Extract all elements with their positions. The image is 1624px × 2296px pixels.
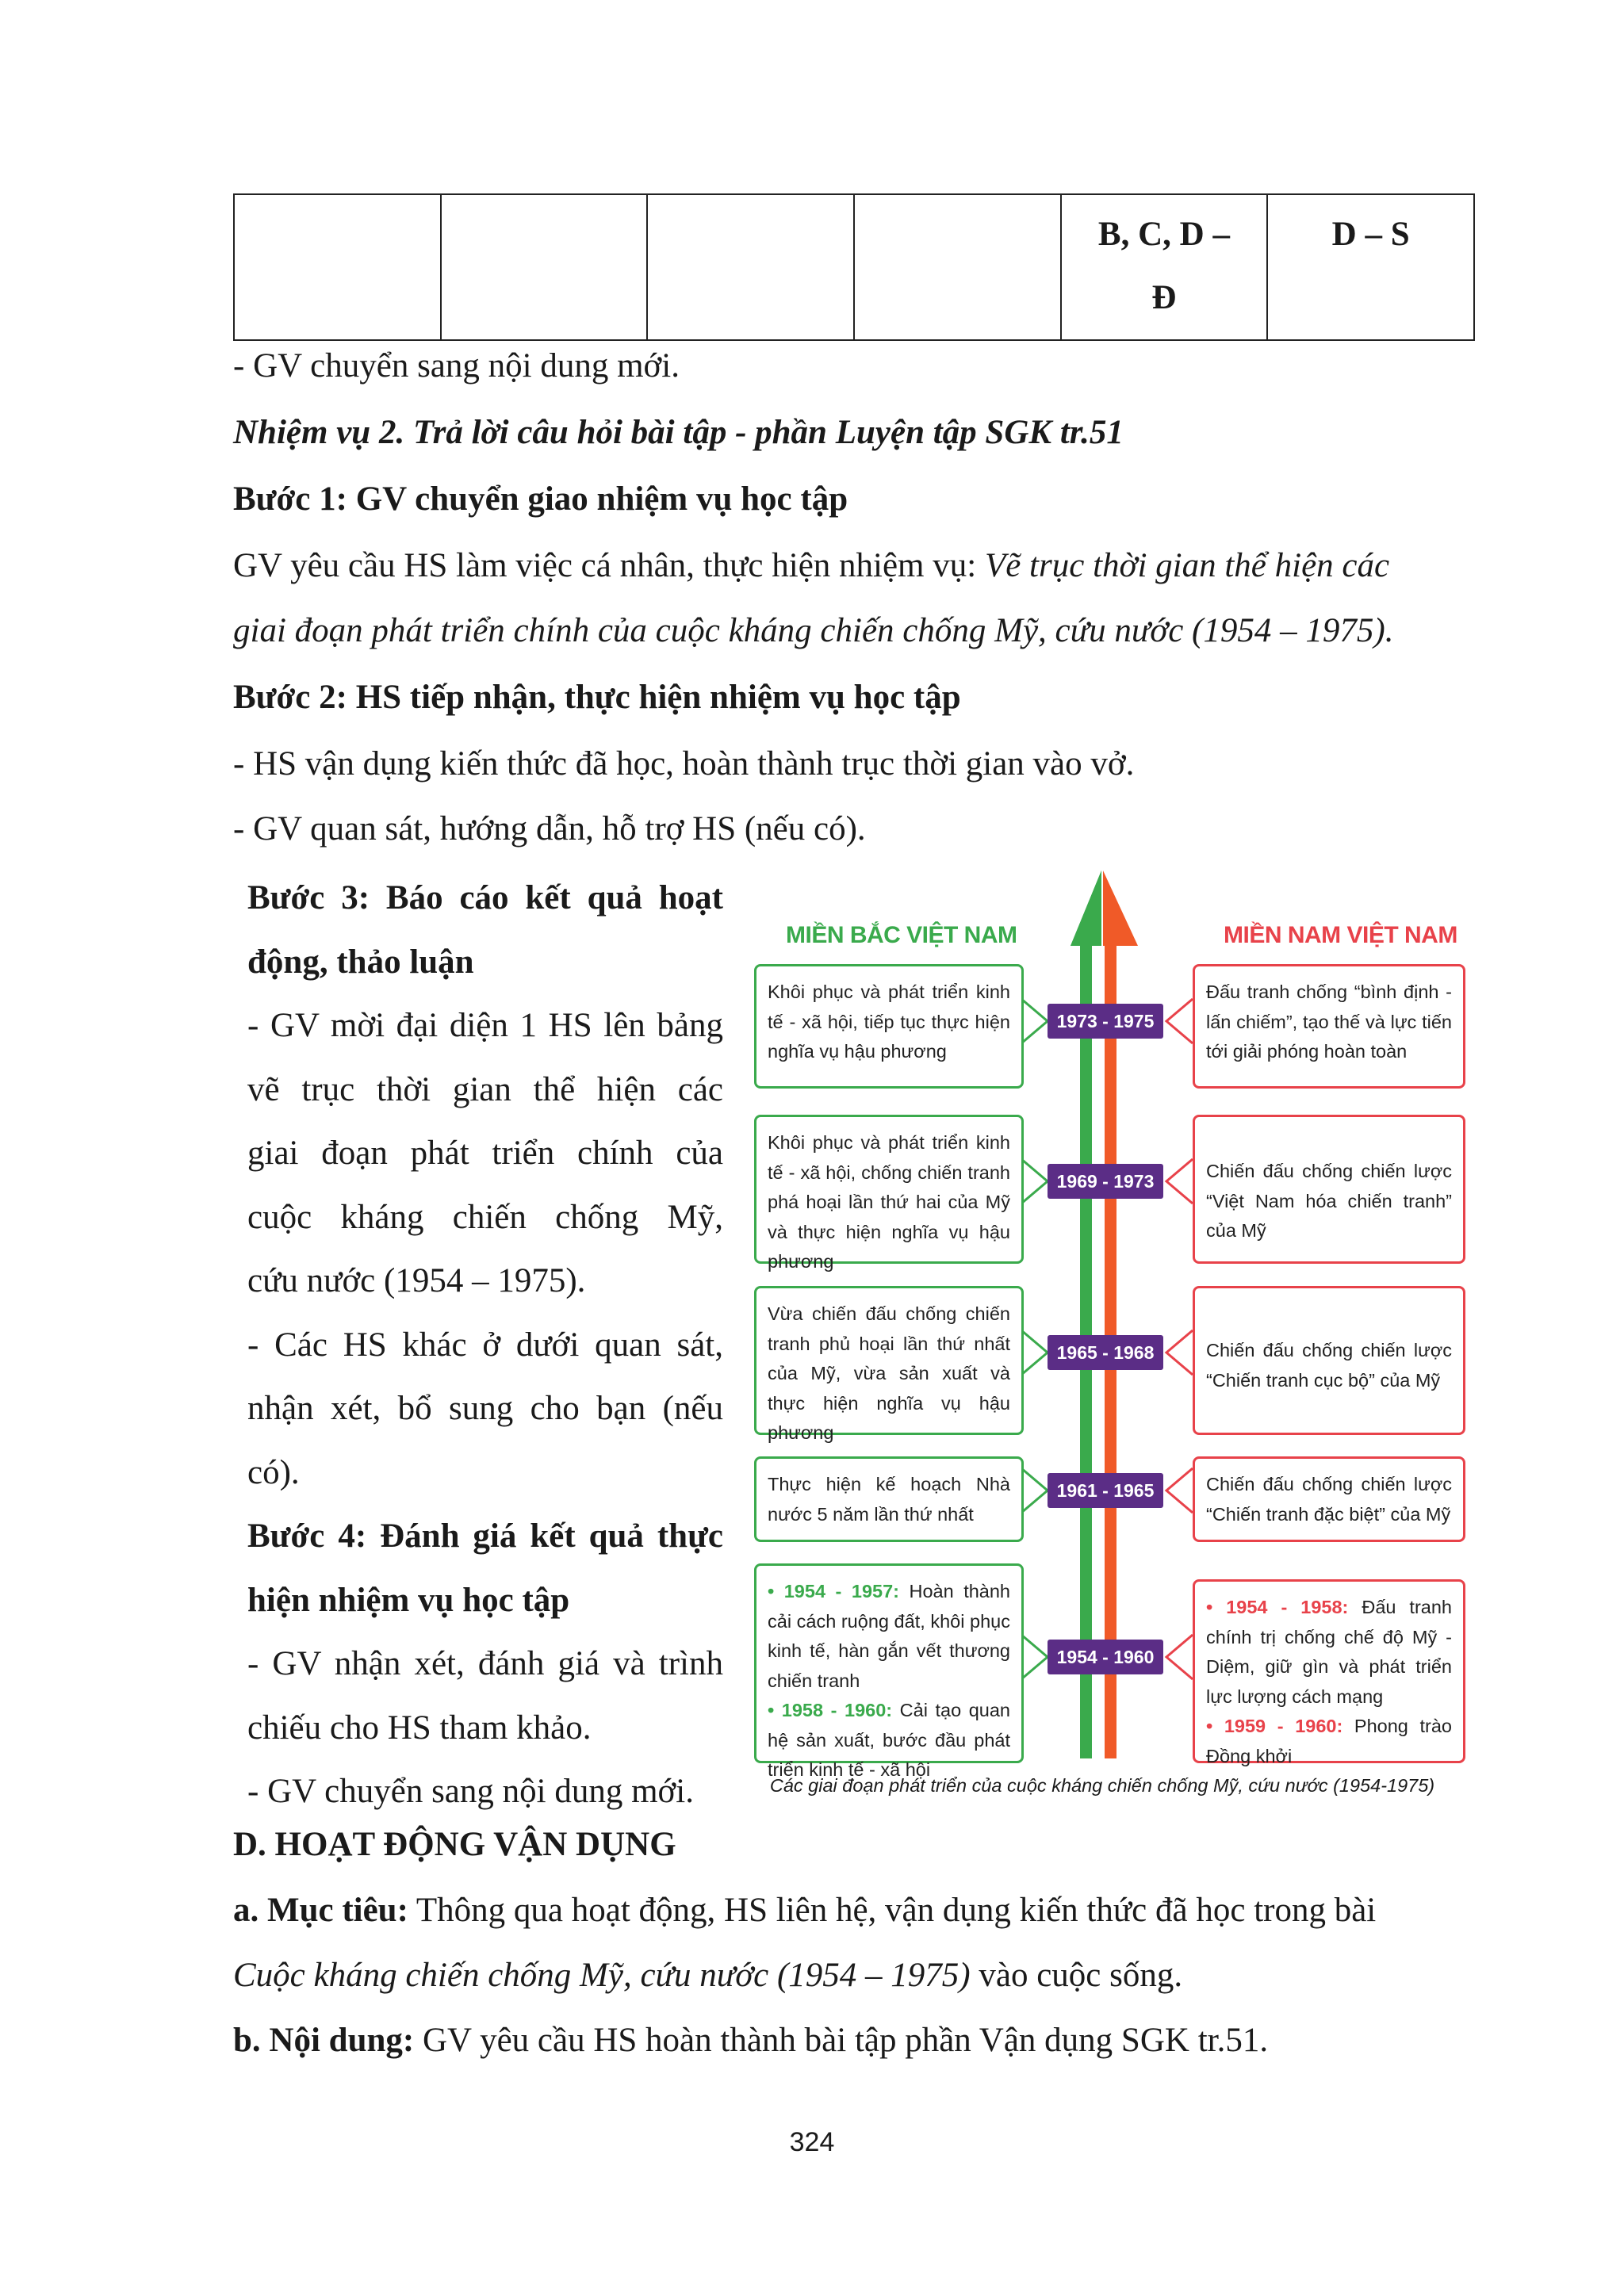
paragraph <box>233 1952 1182 1999</box>
south-box: Chiến đấu chống chiến lược “Chiến tranh đặc biệt” của Mỹ <box>1193 1456 1465 1542</box>
paragraph-italic: Vẽ trục thời gian thể hiện các <box>984 547 1390 584</box>
figure-caption: Các giai đoạn phát triển của cuộc kháng chiến chống Mỹ, cứu nước (1954-1975) <box>769 1775 1435 1796</box>
north-box <box>754 1563 1024 1780</box>
answer-table <box>233 193 1475 341</box>
left-column-text <box>247 867 723 1824</box>
south-box: Chiến đấu chống chiến lược “Việt Nam hóa chiến tranh” của Mỹ <box>1193 1115 1465 1264</box>
south-box: Chiến đấu chống chiến lược “Chiến tranh cục bộ” của Mỹ <box>1193 1286 1465 1435</box>
text-line: giai đoạn phát triển chính của <box>247 1135 723 1172</box>
paragraph-label: b. Nội dung: <box>233 2022 415 2059</box>
year-label: 1961 - 1965 <box>1048 1473 1163 1508</box>
south-box <box>1193 1579 1465 1766</box>
text-line: - GV chuyển sang nội dung mới. <box>247 1773 694 1810</box>
text-line: chiếu cho HS tham khảo. <box>247 1709 592 1747</box>
table-row <box>234 194 1474 340</box>
text-line: nhận xét, bổ sung cho bạn (nếu <box>247 1390 723 1427</box>
period-label: • 1959 - 1960: <box>1206 1716 1343 1736</box>
text-line: - GV nhận xét, đánh giá và trình <box>247 1645 723 1682</box>
north-box: Vừa chiến đấu chống chiến tranh phủ hoại lần thứ nhất của Mỹ, vừa sản xuất và thực hiện nghĩa vụ hậu phương <box>754 1286 1024 1435</box>
paragraph <box>233 2017 1268 2064</box>
paragraph-italic: giai đoạn phát triển chính của cuộc kháng chiến chống Mỹ, cứu nước (1954 – 1975). <box>233 612 1394 649</box>
south-title: MIỀN NAM VIỆT NAM <box>1224 922 1457 948</box>
paragraph-text: Thông qua hoạt động, HS liên hệ, vận dụng kiến thức đã học trong bài <box>408 1892 1377 1929</box>
paragraph-text: GV yêu cầu HS hoàn thành bài tập phần Vận dụng SGK tr.51. <box>414 2022 1269 2059</box>
table-cell <box>441 194 648 340</box>
text-line: có). <box>247 1453 300 1491</box>
period-text: Đấu tranh chính trị chống chế độ Mỹ - Diệm, giữ gìn và phát triển lực lượng cách mạng <box>1206 1597 1453 1707</box>
table-cell <box>854 194 1061 340</box>
paragraph-text: GV yêu cầu HS làm việc cá nhân, thực hiện nhiệm vụ: <box>233 547 985 584</box>
step2-heading: Bước 2: HS tiếp nhận, thực hiện nhiệm vụ học tập <box>233 679 961 716</box>
text-line: cứu nước (1954 – 1975). <box>247 1262 586 1299</box>
paragraph: - GV chuyển sang nội dung mới. <box>233 347 680 385</box>
year-label: 1969 - 1973 <box>1048 1164 1163 1199</box>
paragraph <box>233 1887 1376 1934</box>
text-line: cuộc kháng chiến chống Mỹ, <box>247 1198 723 1236</box>
paragraph: - HS vận dụng kiến thức đã học, hoàn thành trục thời gian vào vở. <box>233 745 1135 783</box>
step4-heading-cont: hiện nhiệm vụ học tập <box>247 1581 570 1619</box>
table-cell <box>647 194 854 340</box>
task-heading: Nhiệm vụ 2. Trả lời câu hỏi bài tập - phần Luyện tập SGK tr.51 <box>233 414 1124 451</box>
north-box: Khôi phục và phát triển kinh tế - xã hội, tiếp tục thực hiện nghĩa vụ hậu phương <box>754 964 1024 1089</box>
page-number: 324 <box>789 2127 835 2157</box>
period-text: Cải tạo quan hệ sản xuất, bước đầu phát triển kinh tế - xã hội <box>768 1700 1010 1780</box>
period-text: Hoàn thành cải cách ruộng đất, khôi phục kinh tế, hàn gắn vết thương chiến tranh <box>768 1581 1010 1691</box>
paragraph-text: vào cuộc sống. <box>970 1957 1183 1994</box>
step3-heading: Bước 3: Báo cáo kết quả hoạt <box>247 879 723 916</box>
text-line: - Các HS khác ở dưới quan sát, <box>247 1326 723 1364</box>
paragraph-italic: Cuộc kháng chiến chống Mỹ, cứu nước (1954 – 1975) <box>233 1957 971 1994</box>
table-cell: B, C, D – Đ <box>1061 194 1268 340</box>
south-box: Đấu tranh chống “bình định - lấn chiếm”, tạo thế và lực tiến tới giải phóng hoàn toàn <box>1193 964 1465 1089</box>
step3-heading-cont: động, thảo luận <box>247 943 474 981</box>
step1-heading: Bước 1: GV chuyển giao nhiệm vụ học tập <box>233 480 848 518</box>
section-heading: D. HOẠT ĐỘNG VẬN DỤNG <box>233 1826 676 1863</box>
period-text: Phong trào Đồng khởi <box>1206 1716 1452 1766</box>
year-label: 1973 - 1975 <box>1048 1004 1163 1039</box>
text-line: vẽ trục thời gian thể hiện các <box>247 1070 723 1108</box>
north-box: Khôi phục và phát triển kinh tế - xã hội, chống chiến tranh phá hoại lần thứ hai của Mỹ và thực hiện nghĩa vụ hậu phương <box>754 1115 1024 1264</box>
step4-heading: Bước 4: Đánh giá kết quả thực <box>247 1517 723 1555</box>
text-line: - GV mời đại diện 1 HS lên bảng <box>247 1007 723 1044</box>
period-label: • 1954 - 1958: <box>1206 1597 1349 1617</box>
year-label: 1965 - 1968 <box>1048 1335 1163 1370</box>
table-cell <box>234 194 441 340</box>
paragraph <box>233 542 1389 590</box>
north-title: MIỀN BẮC VIỆT NAM <box>786 922 1017 948</box>
north-box: Thực hiện kế hoạch Nhà nước 5 năm lần thứ nhất <box>754 1456 1024 1542</box>
paragraph-label: a. Mục tiêu: <box>233 1892 408 1929</box>
table-cell: D – S <box>1267 194 1474 340</box>
period-label: • 1954 - 1957: <box>768 1581 899 1601</box>
year-label: 1954 - 1960 <box>1048 1640 1163 1674</box>
paragraph: - GV quan sát, hướng dẫn, hỗ trợ HS (nếu có). <box>233 810 866 848</box>
period-label: • 1958 - 1960: <box>768 1700 893 1720</box>
